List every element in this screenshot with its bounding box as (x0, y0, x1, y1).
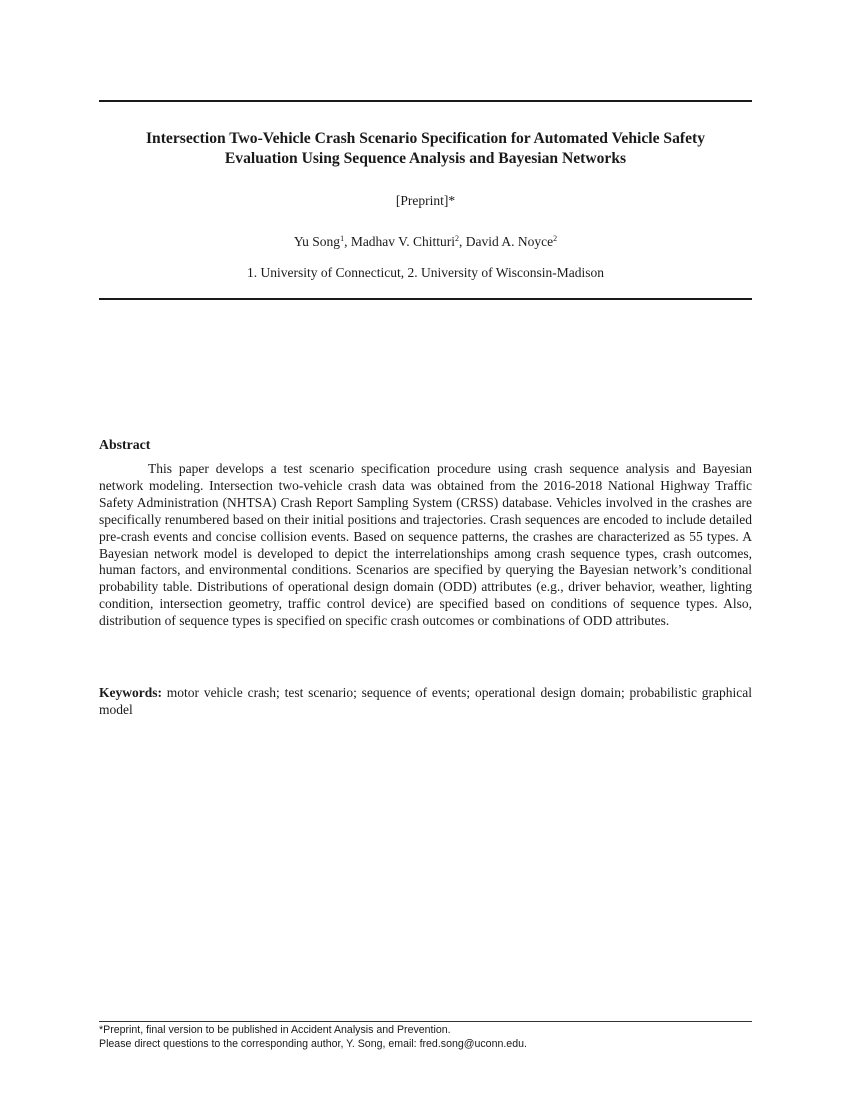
author-affiliation-mark: 1 (340, 234, 345, 243)
abstract-heading: Abstract (99, 437, 151, 452)
keywords-text: motor vehicle crash; test scenario; sequence of events; operational design domain; probabilistic graphical model (99, 685, 752, 717)
author-separator: , (458, 234, 466, 249)
affiliations: 1. University of Connecticut, 2. University of Wisconsin-Madison (247, 265, 604, 280)
author-affiliation-mark: 2 (553, 234, 558, 243)
author-affiliation-mark: 2 (454, 234, 459, 243)
author-separator: , (344, 234, 351, 249)
abstract-body: This paper develops a test scenario specification procedure using crash sequence analysis and Bayesian network modeling. Intersection two-vehicle crash data was obtained from the 2016-2018 National Highway Traffic Safety Administration (NHTSA) Crash Report Sampling System (CRSS) database. Vehicles involved in the crashes are specifically renumbered based on their initial positions and trajectories. Crash sequences are encoded to include detailed pre-crash events and concise collision events. Based on sequence patterns, the crashes are characterized as 55 types. A Bayesian network model is developed to depict the interrelationships among crash sequence types, crash outcomes, human factors, and environmental conditions. Scenarios are specified by querying the Bayesian network’s conditional probability table. Distributions of operational design domain (ODD) attributes (e.g., driver behavior, weather, lighting condition, intersection geometry, traffic control device) are specified based on conditions of sequence types. Also, distribution of sequence types is specified on specific crash outcomes or combinations of ODD attributes. (99, 461, 752, 629)
keywords-label: Keywords: (99, 685, 162, 700)
paper-title (99, 129, 752, 169)
author-name: Yu Song (293, 234, 341, 249)
header-rule-bottom (99, 298, 752, 300)
author-name: Madhav V. Chitturi (350, 234, 455, 249)
preprint-label: [Preprint]* (395, 193, 456, 208)
author-list (99, 233, 752, 251)
header-rule-top (99, 100, 752, 102)
author-name: David A. Noyce (465, 234, 554, 249)
keywords (99, 685, 752, 719)
footnote-rule (99, 1021, 752, 1022)
paper-title-line-2: Evaluation Using Sequence Analysis and Bayesian Networks (224, 150, 627, 167)
paper-title-line-1: Intersection Two-Vehicle Crash Scenario Specification for Automated Vehicle Safety (145, 130, 705, 147)
footnote (99, 1024, 752, 1051)
footnote-line-2: Please direct questions to the corresponding author, Y. Song, email: fred.song@uconn.edu. (99, 1037, 527, 1050)
footnote-line-1: *Preprint, final version to be published in Accident Analysis and Prevention. (99, 1024, 451, 1036)
